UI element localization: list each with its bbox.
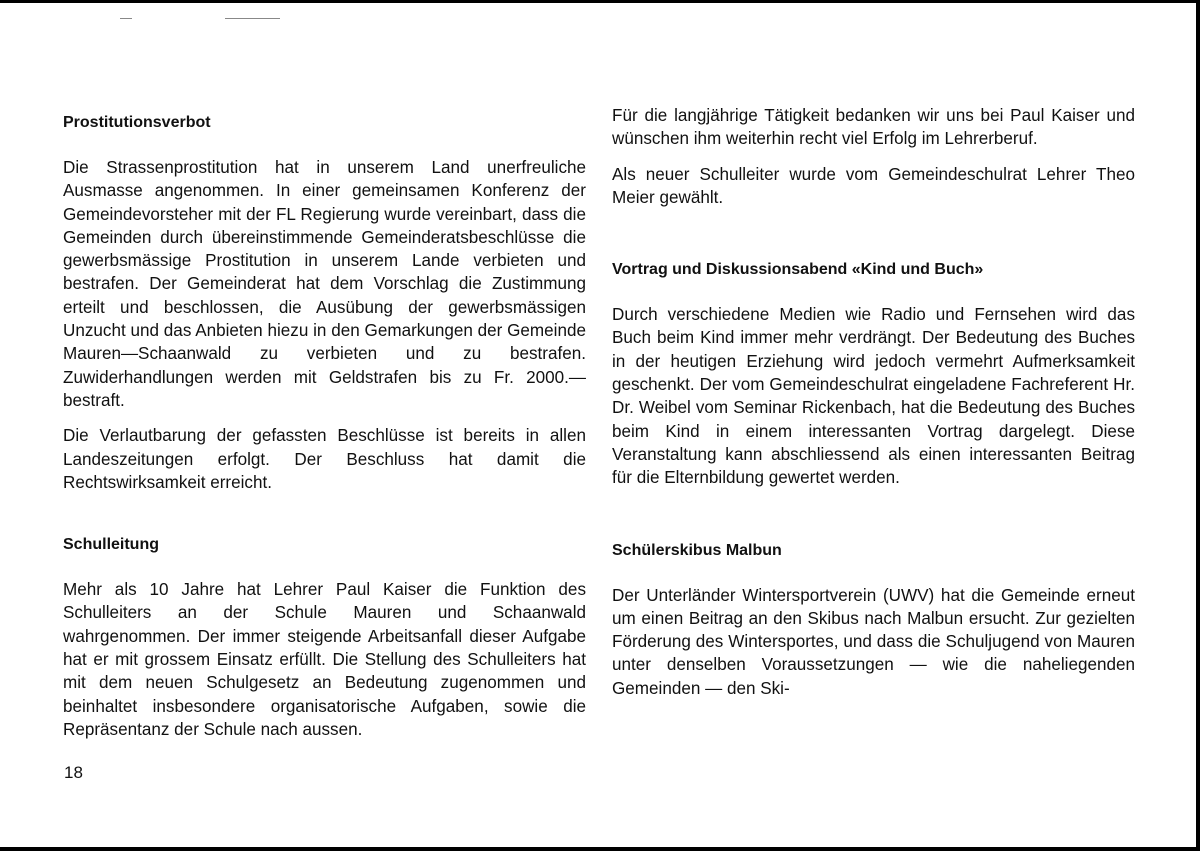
heading-schulleitung: Schulleitung bbox=[63, 536, 159, 554]
paragraph: Der Unterländer Wintersportverein (UWV) hat die Gemeinde erneut um einen Beitrag an den Skibus nach Malbun ersucht. Zur gezielten Förderung des Wintersportes, und dass die Schuljugend von Mauren unter denselben Voraussetzungen — wie die naheliegenden Gemeinden — den Ski- bbox=[612, 585, 1135, 698]
heading-prostitutionsverbot: Prostitutionsverbot bbox=[63, 114, 211, 131]
heading-vortrag: Vortrag und Diskussionsabend «Kind und Buch» bbox=[612, 261, 984, 279]
left-column bbox=[63, 104, 586, 741]
heading-skibus: Schülerskibus Malbun bbox=[612, 541, 782, 559]
paragraph: Die Verlautbarung der gefassten Beschlüsse ist bereits in allen Landeszeitungen erfolgt. Der Beschluss hat damit die Rechtswirksamkeit erreicht. bbox=[63, 426, 586, 492]
page-number: 18 bbox=[64, 763, 83, 782]
scan-mark bbox=[120, 18, 132, 19]
paragraph: Als neuer Schulleiter wurde vom Gemeindeschulrat Lehrer Theo Meier gewählt. bbox=[612, 164, 1135, 207]
paragraph: Mehr als 10 Jahre hat Lehrer Paul Kaiser die Funktion des Schulleiters an der Schule Mauren und Schaanwald wahrgenommen. Der immer steigende Arbeitsanfall dieser Aufgabe hat er mit grossem Einsatz erfüllt. Die Stellung des Schulleiters hat mit dem neuen Schulgesetz an Bedeutung zugenommen und beinhaltet insbesondere organisatorische Aufgaben, sowie die Repräsentanz der Schule nach aussen. bbox=[63, 580, 586, 739]
paragraph: Durch verschiedene Medien wie Radio und Fernsehen wird das Buch beim Kind immer mehr verdrängt. Der Bedeutung des Buches in der heutigen Erziehung wird jedoch vermehrt Aufmerksamkeit geschenkt. Der vom Gemeindeschulrat eingeladene Fachreferent Hr. Dr. Weibel vom Seminar Rickenbach, hat die Bedeutung des Buches beim Kind in einem interessanten Vortrag dargelegt. Diese Veranstaltung kann abschliessend als einen interessanten Beitrag für die Elternbildung gewertet werden. bbox=[612, 305, 1135, 488]
paragraph: Für die langjährige Tätigkeit bedanken wir uns bei Paul Kaiser und wünschen ihm weiterhin recht viel Erfolg im Lehrerberuf. bbox=[612, 106, 1135, 149]
right-column bbox=[612, 104, 1135, 700]
paragraph: Die Strassenprostitution hat in unserem Land unerfreuliche Ausmasse angenommen. In einer gemeinsamen Konferenz der Gemeindevorsteher mit der FL Regierung wurde vereinbart, dass die Gemeinden durch übereinstimmende Gemeinderatsbeschlüsse die gewerbsmässige Prostitution in unserem Lande verbieten und bestrafen. Der Gemeinderat hat dem Vorschlag die Zustimmung erteilt und beschlossen, die Ausübung der gewerbsmässigen Unzucht und das Anbieten hiezu in den Gemarkungen der Gemeinde Mauren—Schaanwald zu verbieten und zu bestrafen. Zuwiderhandlungen werden mit Geldstrafen bis zu Fr. 2000.— bestraft. bbox=[63, 158, 586, 410]
scan-mark bbox=[225, 18, 280, 19]
